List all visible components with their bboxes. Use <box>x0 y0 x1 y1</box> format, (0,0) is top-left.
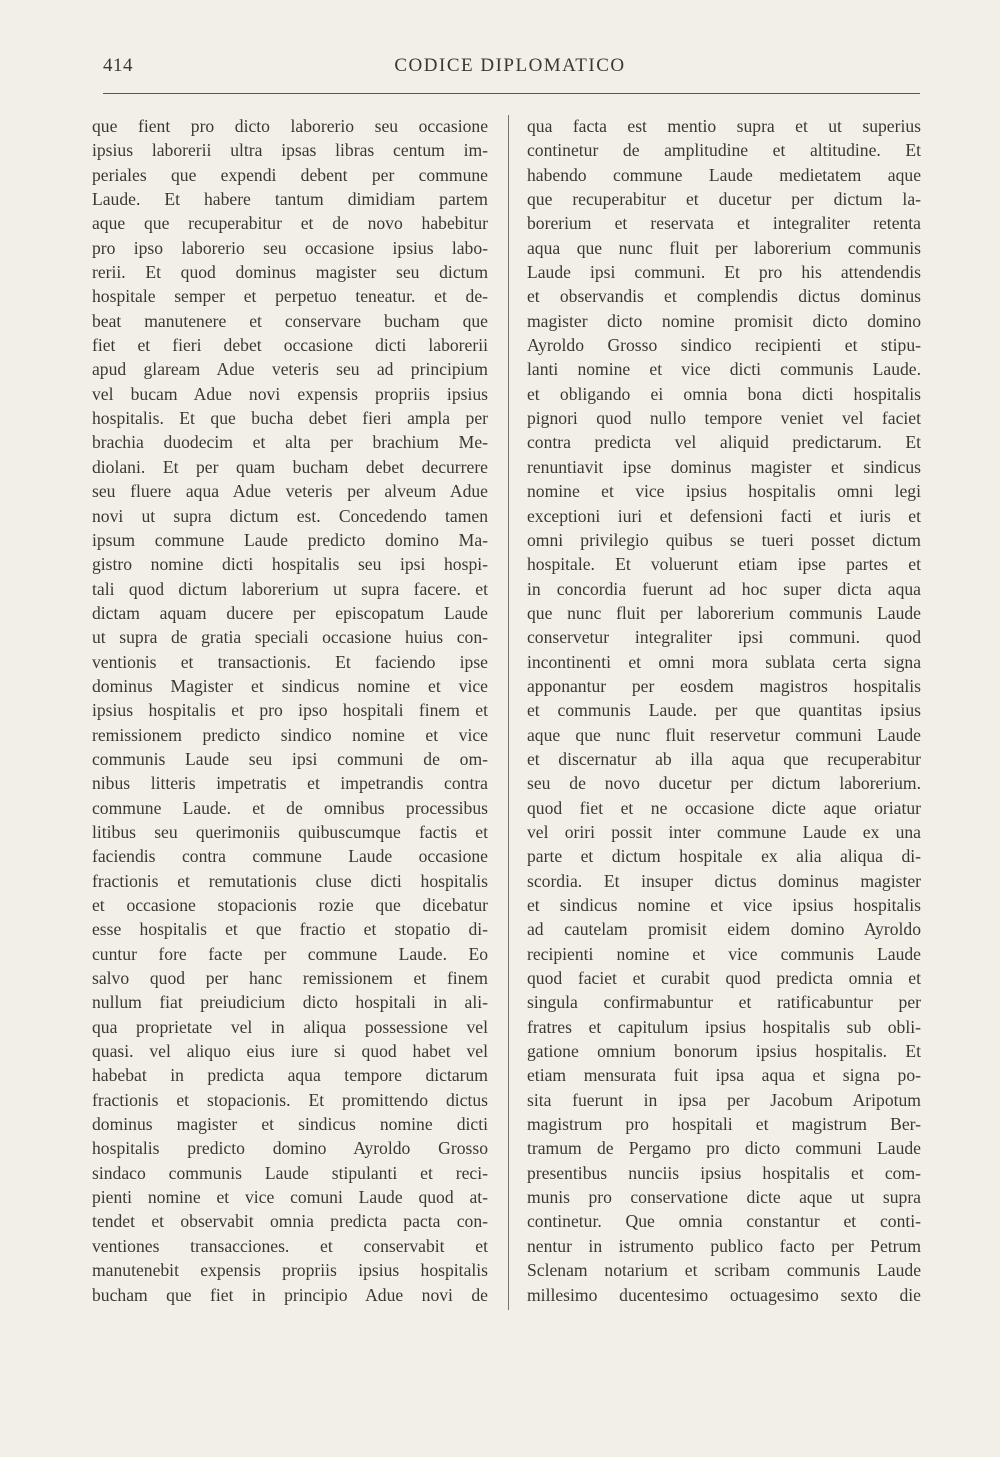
text-line: lanti nomine et vice dicti communis Laude. <box>527 359 921 380</box>
text-line: salvo quod per hanc remissionem et finem <box>92 968 488 989</box>
running-title: CODICE DIPLOMATICO <box>394 55 626 76</box>
text-line: habendo commune Laude medietatem aque <box>527 164 921 185</box>
page-number: 414 <box>103 55 133 76</box>
left-column <box>92 114 488 1307</box>
text-line: aqua que nunc fluit per laborerium communis <box>527 237 921 258</box>
text-line: et occasione stopacionis rozie que dicebatur <box>92 895 488 915</box>
text-line: diolani. Et per quam bucham debet decurrere <box>92 456 488 477</box>
text-line: habebat in predicta aqua tempore dictarum <box>92 1065 488 1086</box>
text-line: manutenebit expensis propriis ipsius hospitalis <box>92 1260 488 1281</box>
text-line: tali quod dictum laborerium ut supra facere. et <box>92 578 488 599</box>
text-line: etiam mensurata fuit ipsa aqua et signa po- <box>527 1065 921 1086</box>
text-line: ipsius hospitalis et pro ipso hospitali finem et <box>92 700 488 721</box>
text-line: brachia duodecim et alta per brachium Me- <box>92 432 488 453</box>
text-line: continetur de amplitudine et altitudine. Et <box>527 140 921 161</box>
text-line: gatione omnium bonorum ipsius hospitalis. Et <box>527 1041 921 1062</box>
text-line: dominus Magister et sindicus nomine et vice <box>92 675 488 696</box>
text-line: aque que nunc fluit reservetur communi Laude <box>527 724 921 745</box>
text-line: et obligando ei omnia bona dicti hospitalis <box>527 383 921 404</box>
text-line: beat manutenere et conservare bucham que <box>92 310 488 331</box>
text-line: conservetur integraliter ipsi communi. quod <box>527 627 921 648</box>
text-line: fratres et capitulum ipsius hospitalis sub obli- <box>527 1016 921 1037</box>
text-line: continetur. Que omnia constantur et conti- <box>527 1211 921 1232</box>
text-line: borerium et reservata et integraliter retenta <box>527 213 921 234</box>
text-line: communis Laude seu ipsi communi de om- <box>92 748 488 769</box>
text-line: ipsum commune Laude predicto domino Ma- <box>92 529 488 550</box>
text-line: et discernatur ab illa aqua que recuperabitur <box>527 748 921 769</box>
text-line: millesimo ducentesimo octuagesimo sexto die <box>527 1284 921 1305</box>
text-line: faciendis contra commune Laude occasione <box>92 846 488 867</box>
text-line: que nunc fluit per laborerium communis Laude <box>527 602 921 623</box>
text-line: renuntiavit ipse dominus magister et sindicus <box>527 456 921 477</box>
text-line: recipienti nomine et vice communis Laude <box>527 943 921 964</box>
text-line: gistro nomine dicti hospitalis seu ipsi hospi- <box>92 554 488 575</box>
text-line: contra predicta vel aliquid predictarum. Et <box>527 432 921 453</box>
text-line: et sindicus nomine et vice ipsius hospitalis <box>527 895 921 915</box>
text-line: presentibus nunciis ipsius hospitalis et com- <box>527 1162 921 1183</box>
text-line: cuntur fore facte per commune Laude. Eo <box>92 943 488 964</box>
text-line: exceptioni iuri et defensioni facti et iuris et <box>527 505 921 526</box>
text-line: nullum fiat preiudicium dicto hospitali in ali- <box>92 992 488 1013</box>
text-line: seu fluere aqua Adue veteris per alveum Adue <box>92 481 488 502</box>
text-line: tramum de Pergamo pro dicto communi Laude <box>527 1138 921 1159</box>
column-divider <box>508 115 509 1310</box>
text-line: hospitalis predicto domino Ayroldo Grosso <box>92 1138 488 1159</box>
text-line: hospitalis. Et que bucha debet fieri ampla per <box>92 408 488 429</box>
text-line: ventionis et transactionis. Et faciendo ipse <box>92 651 488 672</box>
header-rule <box>103 93 920 94</box>
text-line: commune Laude. et de omnibus processibus <box>92 797 488 818</box>
text-line: seu de novo ducetur per dictum laborerium. <box>527 773 921 794</box>
text-line: remissionem predicto sindico nomine et vice <box>92 724 488 745</box>
text-line: incontinenti et omni mora sublata certa signa <box>527 651 921 672</box>
text-line: hospitale. Et voluerunt etiam ipse partes et <box>527 554 921 575</box>
text-line: tendet et observabit omnia predicta pacta con- <box>92 1211 488 1232</box>
text-line: nomine et vice ipsius hospitalis omni legi <box>527 481 921 502</box>
text-line: sita fuerunt in ipsa per Jacobum Aripotum <box>527 1089 921 1110</box>
text-line: aque que recuperabitur et de novo habebitur <box>92 213 488 234</box>
text-line: pignori quod nullo tempore veniet vel faciet <box>527 408 921 429</box>
text-line: Ayroldo Grosso sindico recipienti et stipu- <box>527 335 921 356</box>
text-line: fractionis et stopacionis. Et promittendo dictus <box>92 1089 488 1110</box>
text-line: scordia. Et insuper dictus dominus magister <box>527 870 921 891</box>
text-line: ipsius laborerii ultra ipsas libras centum im- <box>92 140 488 161</box>
text-line: ventiones transacciones. et conservabit et <box>92 1235 488 1256</box>
text-line: que fient pro dicto laborerio seu occasione <box>92 116 488 136</box>
text-line: dictam aquam ducere per episcopatum Laude <box>92 602 488 623</box>
text-line: quod faciet et curabit quod predicta omnia et <box>527 968 921 989</box>
text-line: magister dicto nomine promisit dicto domino <box>527 310 921 331</box>
text-line: pienti nomine et vice comuni Laude quod at- <box>92 1187 488 1208</box>
text-line: ut supra de gratia speciali occasione huius con- <box>92 627 488 648</box>
text-line: qua facta est mentio supra et ut superius <box>527 116 921 136</box>
text-line: nibus litteris impetratis et impetrandis contra <box>92 773 488 794</box>
text-line: vel oriri possit inter commune Laude ex una <box>527 821 921 842</box>
text-line: magistrum pro hospitali et magistrum Ber- <box>527 1114 921 1135</box>
text-line: et observandis et complendis dictus dominus <box>527 286 921 307</box>
text-line: apponantur per eosdem magistros hospitalis <box>527 675 921 696</box>
text-line: bucham que fiet in principio Adue novi de <box>92 1284 488 1305</box>
text-line: ad cautelam promisit eidem domino Ayroldo <box>527 919 921 940</box>
text-line: parte et dictum hospitale ex alia aliqua di- <box>527 846 921 867</box>
text-line: nentur in istrumento publico facto per Petrum <box>527 1235 921 1256</box>
text-line: hospitale semper et perpetuo teneatur. et de- <box>92 286 488 307</box>
text-line: litibus seu querimoniis quibuscumque factis et <box>92 821 488 842</box>
text-line: Sclenam notarium et scribam communis Laude <box>527 1260 921 1281</box>
right-column <box>527 114 921 1307</box>
text-line: singula confirmabuntur et ratificabuntur per <box>527 992 921 1013</box>
text-line: sindaco communis Laude stipulanti et reci- <box>92 1162 488 1183</box>
text-line: que recuperabitur et ducetur per dictum la- <box>527 189 921 210</box>
text-line: in concordia fuerunt ad hoc super dicta aqua <box>527 578 921 599</box>
text-line: quasi. vel aliquo eius iure si quod habet vel <box>92 1041 488 1062</box>
text-line: novi ut supra dictum est. Concedendo tamen <box>92 505 488 526</box>
text-line: qua proprietate vel in aliqua possessione vel <box>92 1016 488 1037</box>
text-line: quod fiet et ne occasione dicte aque oriatur <box>527 797 921 818</box>
text-line: periales que expendi debent per commune <box>92 164 488 185</box>
text-line: apud glaream Adue veteris seu ad principium <box>92 359 488 380</box>
text-line: munis pro conservatione dicte aque ut supra <box>527 1187 921 1208</box>
page-header <box>0 55 1000 85</box>
text-line: et communis Laude. per que quantitas ipsius <box>527 700 921 721</box>
text-line: fiet et fieri debet occasione dicti laborerii <box>92 335 488 356</box>
text-line: omni privilegio quibus se tueri posset dictum <box>527 529 921 550</box>
text-line: vel bucam Adue novi expensis propriis ipsius <box>92 383 488 404</box>
text-line: esse hospitalis et que fractio et stopatio di- <box>92 919 488 940</box>
text-line: Laude ipsi communi. Et pro his attendendis <box>527 262 921 283</box>
text-line: fractionis et remutationis cluse dicti hospitalis <box>92 870 488 891</box>
text-line: rerii. Et quod dominus magister seu dictum <box>92 262 488 283</box>
text-line: pro ipso laborerio seu occasione ipsius labo- <box>92 237 488 258</box>
text-line: Laude. Et habere tantum dimidiam partem <box>92 189 488 210</box>
text-line: dominus magister et sindicus nomine dicti <box>92 1114 488 1135</box>
